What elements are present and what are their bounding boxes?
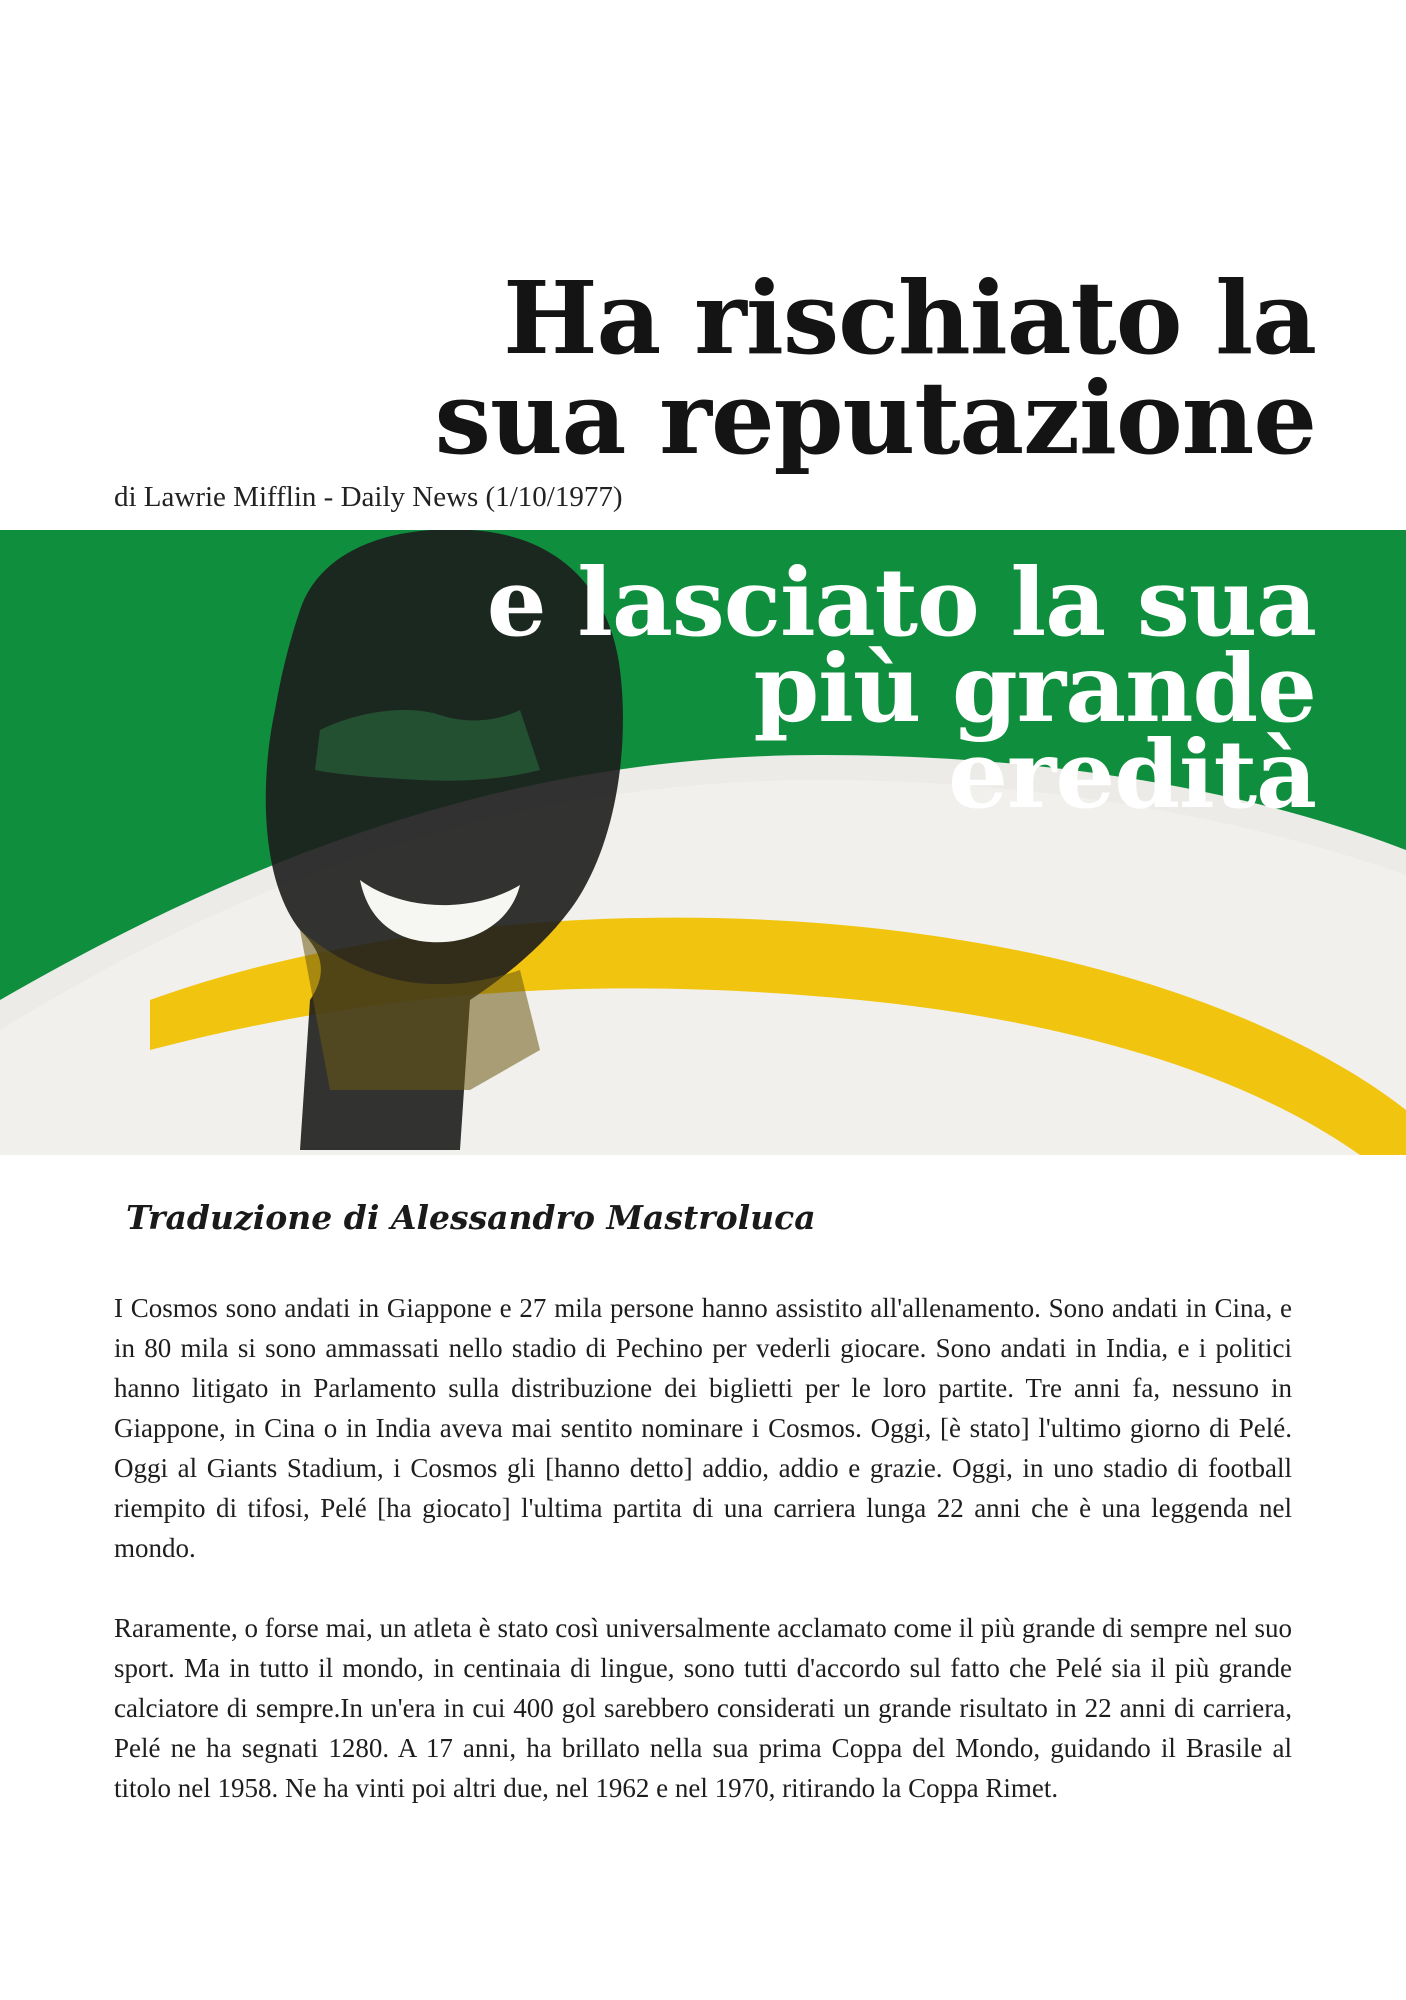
headline-line-1: Ha rischiato la: [503, 259, 1316, 377]
hero-image: [0, 530, 1406, 1155]
headline-line-5: eredità: [948, 720, 1316, 830]
article-body: [114, 1288, 1292, 1848]
headline-line-2: sua reputazione: [434, 359, 1316, 477]
headline-top: [216, 259, 1316, 477]
paragraph-1: I Cosmos sono andati in Giappone e 27 mila persone hanno assistito all'allenamento. Sono andati in Cina, e in 80 mila si sono ammassati nello stadio di Pechino per vederli giocare. Sono andati in India, e i politici hanno litigato in Parlamento sulla distribuzione dei biglietti per le loro partite. Tre anni fa, nessuno in Giappone, in Cina o in India aveva mai sentito nominare i Cosmos. Oggi, [è stato] l'ultimo giorno di Pelé. Oggi al Giants Stadium, i Cosmos gli [hanno detto] addio, addio e grazie. Oggi, in uno stadio di football riempito di tifosi, Pelé [ha giocato] l'ultima partita di una carriera lunga 22 anni che è una leggenda nel mondo.: [114, 1293, 1292, 1563]
translator-credit: Traduzione di Alessandro Mastroluca: [126, 1198, 816, 1237]
paragraph-2: Raramente, o forse mai, un atleta è stato così universalmente acclamato come il più grande di sempre nel suo sport. Ma in tutto il mondo, in centinaia di lingue, sono tutti d'accordo sul fatto che Pelé sia il più grande calciatore di sempre.In un'era in cui 400 gol sarebbero considerati un grande risultato in 22 anni di carriera, Pelé ne ha segnati 1280. A 17 anni, ha brillato nella sua prima Coppa del Mondo, guidando il Brasile al titolo nel 1958. Ne ha vinti poi altri due, nel 1962 e nel 1970, ritirando la Coppa Rimet.: [114, 1613, 1292, 1803]
headline-hero: [216, 548, 1316, 830]
byline: di Lawrie Mifflin - Daily News (1/10/1977): [114, 481, 623, 513]
headline-line-4: più grande: [753, 634, 1316, 744]
headline-line-3: e lasciato la sua: [486, 548, 1316, 658]
